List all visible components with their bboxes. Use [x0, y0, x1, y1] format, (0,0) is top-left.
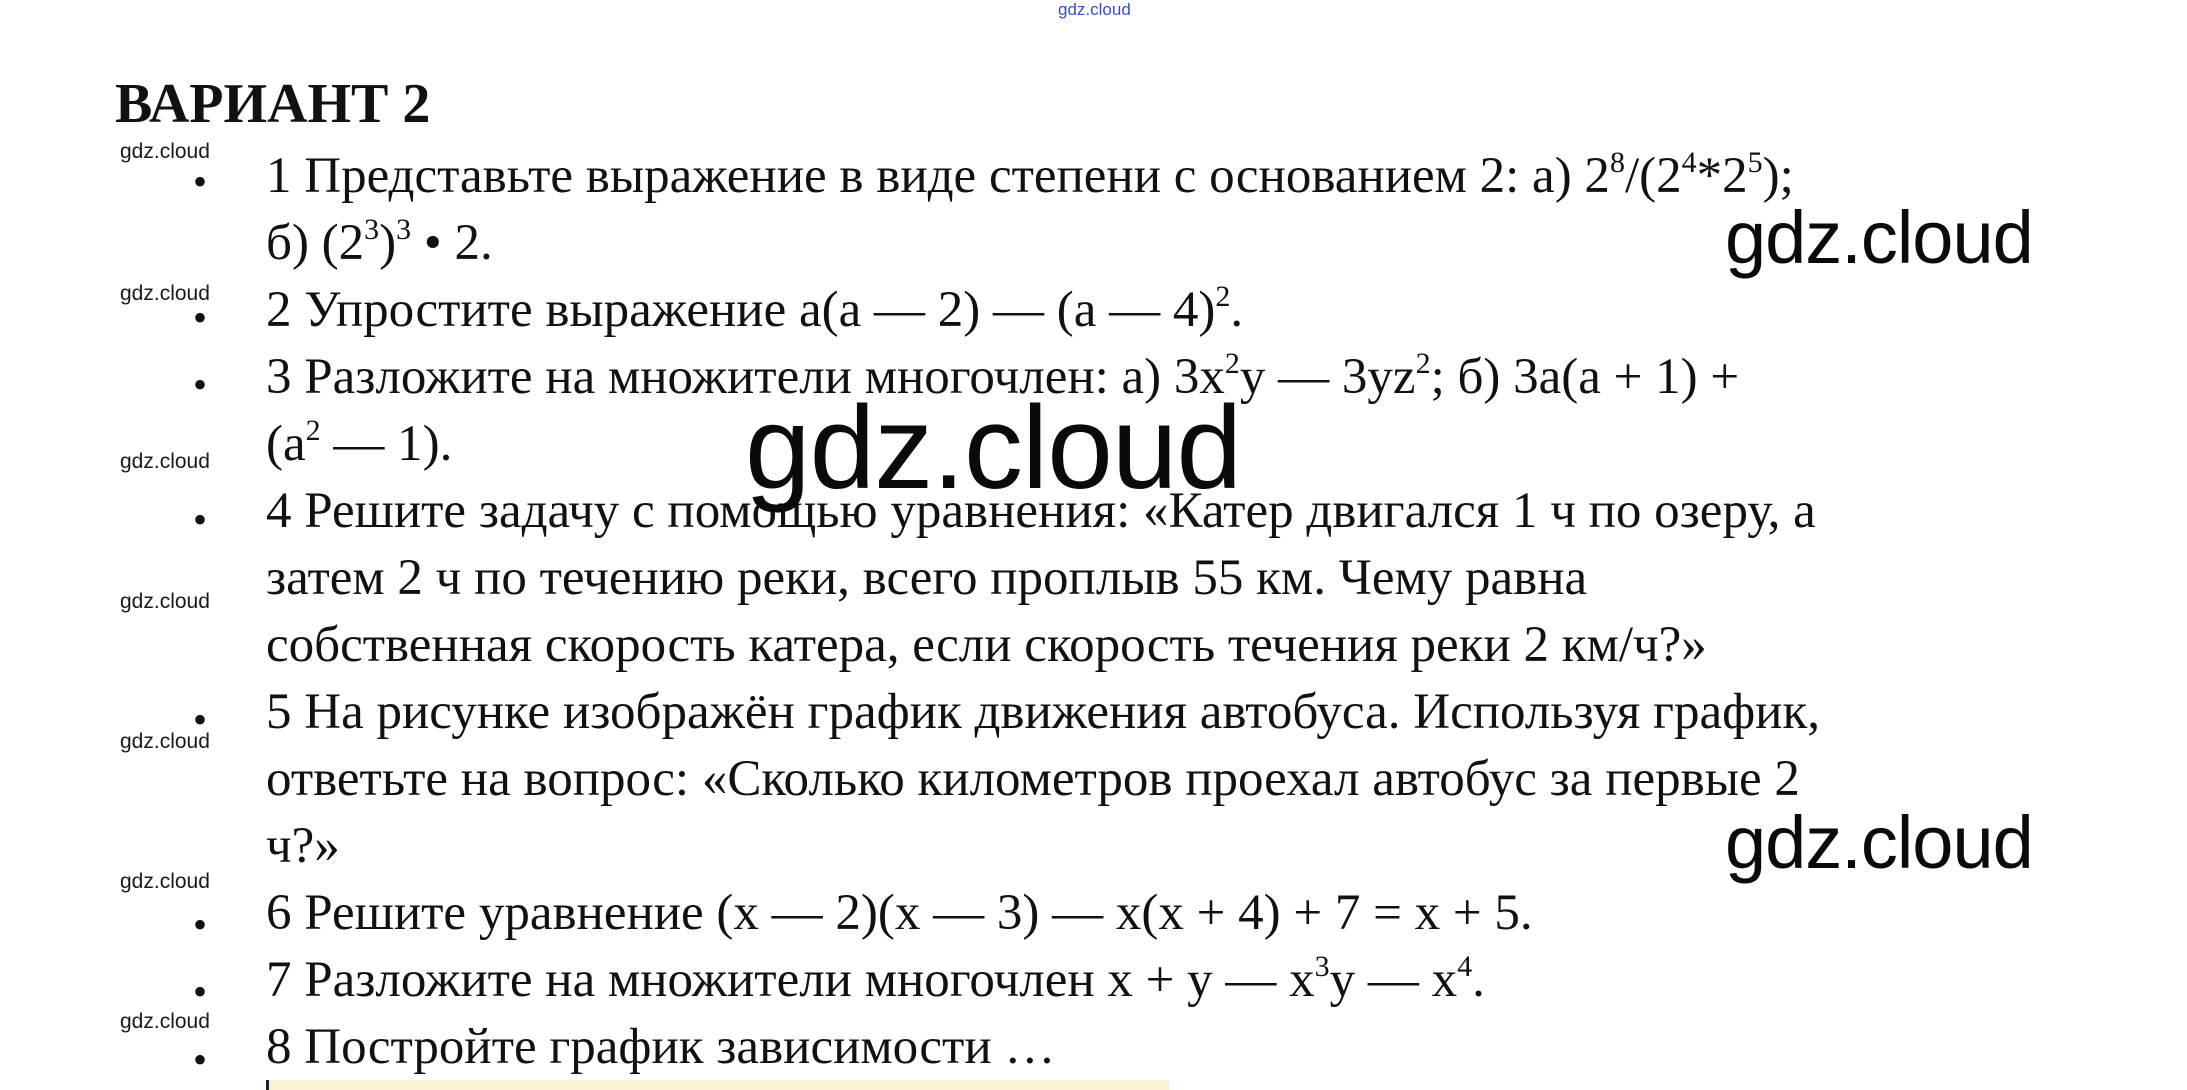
watermark-small: gdz.cloud: [120, 590, 210, 613]
watermark-small: gdz.cloud: [120, 140, 210, 163]
list-bullet: •: [193, 497, 208, 542]
list-bullet: •: [193, 1037, 208, 1082]
watermark-small: gdz.cloud: [120, 282, 210, 305]
watermark-large-center: gdz.cloud: [745, 382, 1242, 514]
watermark-large: gdz.cloud: [1725, 801, 2033, 884]
task-1-line-2: б) $(2^3)^3$ • 2.: [266, 213, 493, 271]
task-6: 6 Решите уравнение (х — 2)(х — 3) — х(х + 4) + 7 = х + 5.: [266, 885, 1533, 941]
watermark-small: gdz.cloud: [120, 870, 210, 893]
task-8: 8 Постройте график зависимости …: [266, 1019, 1056, 1075]
watermark-small: gdz.cloud: [120, 730, 210, 753]
task-4-line-1: 4 Решите задачу с помощью уравнения: «Катер двигался 1 ч по озеру, а: [266, 483, 1816, 539]
list-bullet: •: [193, 362, 208, 407]
variant-heading: ВАРИАНТ 2: [115, 73, 431, 135]
task-3-line-2: ($a^2$ — 1).: [266, 414, 453, 472]
task-5-line-1: 5 На рисунке изображён график движения автобуса. Используя график,: [266, 684, 1820, 740]
task-5-line-3: ч?»: [266, 818, 340, 874]
graph-image-edge: [266, 1080, 1169, 1090]
task-4-line-2: затем 2 ч по течению реки, всего проплыв 55 км. Чему равна: [266, 550, 1588, 606]
list-bullet: •: [193, 295, 208, 340]
list-bullet: •: [193, 159, 208, 204]
watermark-small: gdz.cloud: [120, 1010, 210, 1033]
task-1-line-1: 1 Представьте выражение в виде степени с основанием 2: а) $2^8/(2^4*2^5)$;: [266, 146, 1794, 204]
watermark-small: gdz.cloud: [120, 450, 210, 473]
task-3-line-1: 3 Разложите на множители многочлен: а) $3х^2у$ — $3уz^2$; б) 3а(а + 1) +: [266, 347, 1740, 405]
list-bullet: •: [193, 697, 208, 742]
task-5-line-2: ответьте на вопрос: «Сколько километров проехал автобус за первые 2: [266, 751, 1800, 807]
task-7: 7 Разложите на множители многочлен х + у — $х^3у$ — $х^4$.: [266, 950, 1485, 1008]
watermark-top: gdz.cloud: [1058, 0, 1131, 19]
task-4-line-3: собственная скорость катера, если скорость течения реки 2 км/ч?»: [266, 617, 1707, 673]
list-bullet: •: [193, 902, 208, 947]
task-2: 2 Упростите выражение а(а — 2) — (а — 4)$^2$.: [266, 280, 1244, 338]
watermark-large: gdz.cloud: [1725, 196, 2033, 279]
list-bullet: •: [193, 969, 208, 1014]
